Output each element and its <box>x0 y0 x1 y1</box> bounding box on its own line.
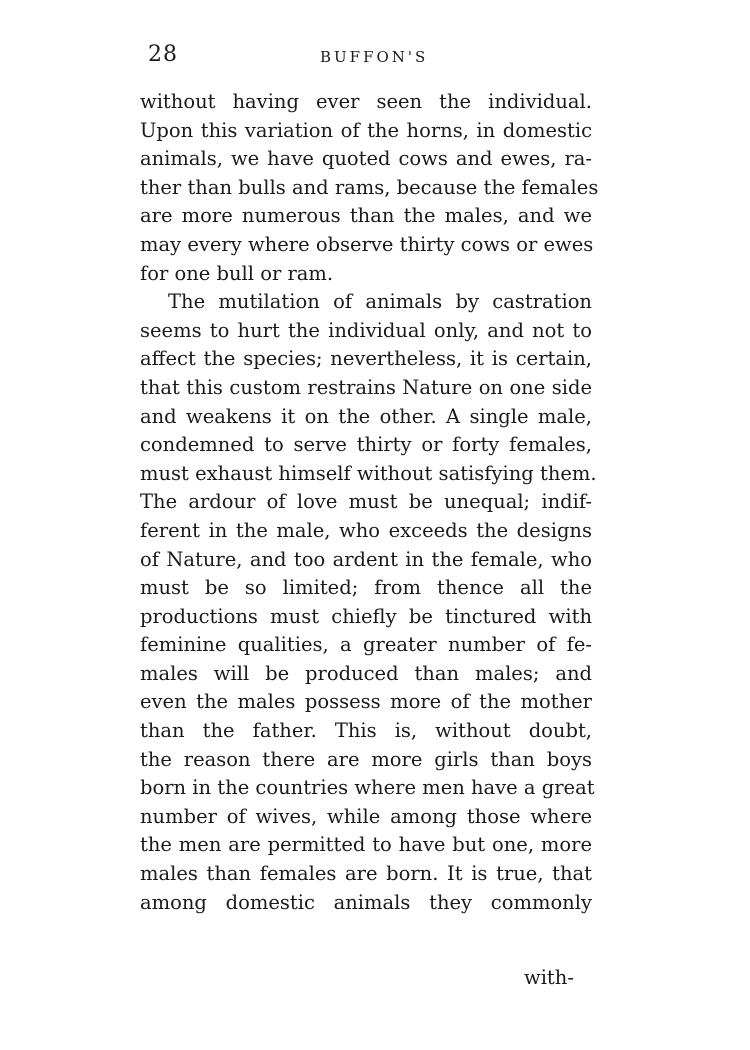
text-line: without having ever seen the individual. <box>140 90 592 113</box>
running-head: BUFFON'S <box>320 48 429 66</box>
text-line: are more numerous than the males, and we <box>140 204 592 228</box>
text-line: even the males possess more of the mother <box>140 690 592 714</box>
paragraph-start-line: The mutilation of animals by castration <box>168 290 592 314</box>
text-line: must be so limited; from thence all the <box>140 576 592 600</box>
text-line: may every where observe thirty cows or ewes <box>140 232 594 256</box>
text-line: among domestic animals they commonly <box>140 890 592 914</box>
text-line: animals, we have quoted cows and ewes, ra- <box>140 147 592 171</box>
text-line: number of wives, while among those where <box>140 804 592 828</box>
text-line: seems to hurt the individual only, and not to <box>140 318 592 342</box>
text-line: born in the countries where men have a great <box>140 776 595 800</box>
text-line: feminine qualities, a greater number of fe- <box>140 633 592 657</box>
text-line: condemned to serve thirty or forty females, <box>140 433 592 457</box>
body-text <box>140 88 599 917</box>
paragraph-end-line: for one bull or ram. <box>140 261 334 285</box>
page-header <box>148 42 598 72</box>
text-line: The ardour of love must be unequal; indif- <box>140 490 592 514</box>
page-number: 28 <box>148 42 178 67</box>
text-line: of Nature, and too ardent in the female, who <box>140 547 592 571</box>
text-line: ther than bulls and rams, because the females <box>140 175 599 199</box>
text-line: males will be produced than males; and <box>140 661 592 685</box>
text-line: that this custom restrains Nature on one side <box>140 375 592 399</box>
text-line: the reason there are more girls than boys <box>140 747 592 771</box>
text-line: than the father. This is, without doubt, <box>140 719 592 743</box>
text-line: affect the species; nevertheless, it is certain, <box>140 347 592 371</box>
text-line: ferent in the male, who exceeds the designs <box>140 518 592 542</box>
text-line: must exhaust himself without satisfying them. <box>140 461 597 485</box>
catchword: with- <box>524 966 574 989</box>
text-line: productions must chiefly be tinctured with <box>140 604 592 628</box>
text-line: males than females are born. It is true, that <box>140 862 592 886</box>
text-line: Upon this variation of the horns, in domestic <box>140 118 592 142</box>
text-line: the men are permitted to have but one, more <box>140 833 592 857</box>
text-line: and weakens it on the other. A single male, <box>140 404 592 428</box>
